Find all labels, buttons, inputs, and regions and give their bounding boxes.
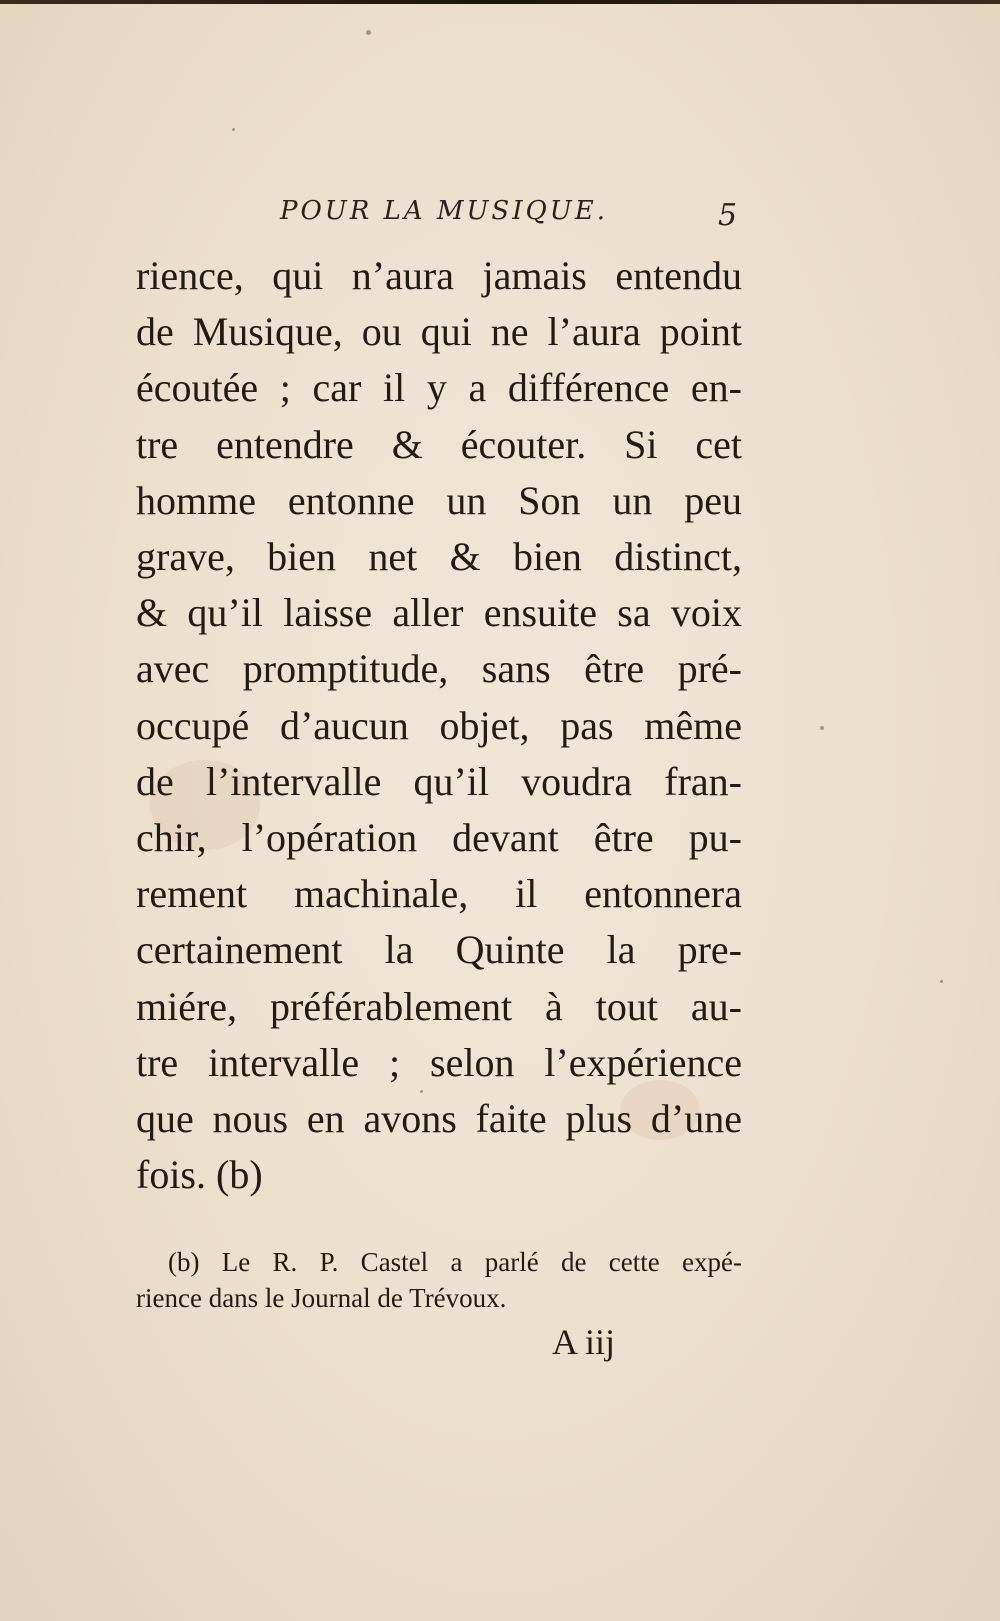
body-line: rement machinale, il entonnera (136, 871, 742, 917)
body-line: avec promptitude, sans être pré- (136, 646, 742, 692)
body-line: tre entendre & écouter. Si cet (136, 421, 742, 467)
body-line: de Musique, ou qui ne l’aura point (136, 309, 742, 355)
body-line: rience, qui n’aura jamais entendu (136, 253, 742, 298)
body-text (136, 248, 742, 1203)
body-line: fois. (b) (136, 1152, 263, 1198)
page-top-edge (0, 0, 1000, 4)
running-head: POUR LA MUSIQUE. (280, 196, 608, 226)
paper-speck (940, 980, 943, 983)
body-line: & qu’il laisse aller ensuite sa voix (136, 590, 742, 636)
body-line: grave, bien net & bien distinct, (136, 534, 742, 580)
page-number: 5 (718, 198, 738, 233)
paper-speck (820, 726, 824, 730)
footnote-line: rience dans le Journal de Trévoux. (136, 1283, 507, 1313)
body-line: certainement la Quinte la pre- (136, 927, 742, 973)
paper-speck (366, 30, 371, 35)
footnote (136, 1244, 742, 1316)
body-line: homme entonne un Son un peu (136, 477, 742, 523)
footnote-line: (b) Le R. P. Castel a parlé de cette expé- (168, 1247, 742, 1277)
body-line: de l’intervalle qu’il voudra fran- (136, 758, 742, 804)
body-line: tre intervalle ; selon l’expérience (136, 1039, 742, 1085)
body-line: que nous en avons faite plus d’une (136, 1096, 742, 1142)
body-line: occupé d’aucun objet, pas même (136, 702, 742, 748)
paper-speck (232, 128, 235, 131)
body-line: miére, préférablement à tout au- (136, 983, 742, 1029)
signature-mark: A iij (552, 1322, 616, 1362)
body-line: chir, l’opération devant être pu- (136, 815, 742, 861)
body-line: écoutée ; car il y a différence en- (136, 365, 742, 411)
